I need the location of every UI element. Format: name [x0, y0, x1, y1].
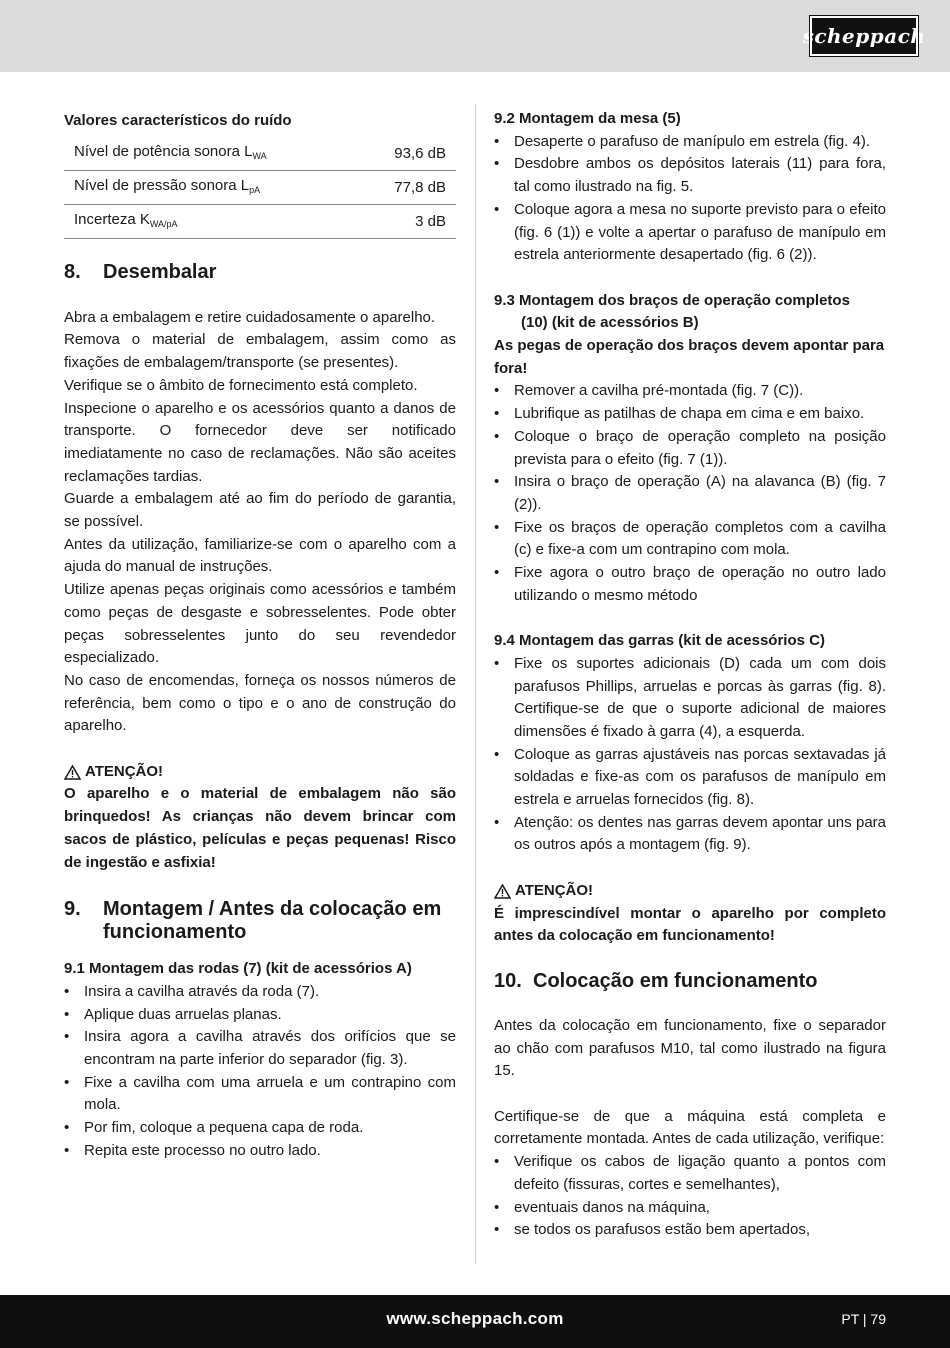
noise-label: Incerteza $K_{WA/pA}$ — [64, 204, 357, 238]
list-item: • Fixe a cavilha com uma arruela e um contrapino com mola. — [64, 1072, 456, 1117]
list-item: • Coloque agora a mesa no suporte previsto para o efeito (fig. 6 (1)) e volte a apertar o parafuso de manípulo em estrela anteriormente desapertado (fig. 6 (2)). — [494, 199, 886, 267]
paragraph: No caso de encomendas, forneça os nossos números de referência, bem como o tipo e o ano de construção do aparelho. — [64, 671, 456, 735]
list-item: • Verifique os cabos de ligação quanto a pontos com defeito (fissuras, cortes e semelhantes), — [494, 1151, 886, 1196]
page-number: PT | 79 — [841, 1311, 886, 1327]
list-item: • Atenção: os dentes nas garras devem apontar uns para os outros após a montagem (fig. 9). — [494, 812, 886, 857]
list-item: • Coloque o braço de operação completo na posição prevista para o efeito (fig. 7 (1)). — [494, 426, 886, 471]
list-item: • Fixe os braços de operação completos com a cavilha (c) e fixe-a com um contrapino com mola. — [494, 517, 886, 562]
subsection-9-3-note: As pegas de operação dos braços devem apontar para fora! — [494, 337, 885, 377]
list-item: • se todos os parafusos estão bem apertados, — [494, 1219, 886, 1242]
warning-text: O aparelho e o material de embalagem não são brinquedos! As crianças não devem brincar com sacos de plástico, películas e peças pequenas! Risco de ingestão e asfixia! — [64, 785, 456, 871]
noise-value: 93,6 dB — [357, 137, 456, 171]
warning-title: ATENÇÃO! — [64, 761, 456, 784]
section-10-list — [494, 1151, 886, 1242]
subsection-9-1-list — [64, 981, 456, 1163]
noise-value: 3 dB — [357, 204, 456, 238]
list-item: • Repita este processo no outro lado. — [64, 1140, 456, 1163]
list-item: • eventuais danos na máquina, — [494, 1197, 886, 1220]
list-item: • Remover a cavilha pré-montada (fig. 7 (C)). — [494, 380, 886, 403]
section-9-heading: 9. Montagem / Antes da colocação em funcionamento — [64, 898, 442, 944]
list-item: • Coloque as garras ajustáveis nas porcas sextavadas já soldadas e fixe-as com os parafusos de manípulo em estrela e arruelas fornecidos (fig. 8). — [494, 744, 886, 812]
table-row — [64, 170, 456, 204]
subsection-9-2-list — [494, 131, 886, 267]
subsection-9-2-title: 9.2 Montagem da mesa (5) — [494, 110, 681, 127]
list-item: • Lubrifique as patilhas de chapa em cima e em baixo. — [494, 403, 886, 426]
paragraph: Antes da colocação em funcionamento, fixe o separador ao chão com parafusos M10, tal como ilustrado na figura 15. — [494, 1016, 886, 1080]
paragraph: Antes da utilização, familiarize-se com o aparelho com a ajuda do manual de instruções. — [64, 535, 456, 576]
list-item: • Insira agora a cavilha através dos orifícios que se encontram na parte inferior do separador (fig. 3). — [64, 1026, 456, 1071]
subsection-9-3-title: 9.3 Montagem dos braços de operação completos (10) (kit de acessórios B) — [494, 291, 850, 332]
paragraph: Verifique se o âmbito de fornecimento está completo. — [64, 376, 418, 394]
subsection-9-1-title: 9.1 Montagem das rodas (7) (kit de acessórios A) — [64, 960, 412, 978]
noise-value: 77,8 dB — [357, 170, 456, 204]
paragraph: Utilize apenas peças originais como acessórios e também como peças de desgaste e sobresselentes. Pode obter peças sobresselentes junto do seu revendedor especializado. — [64, 581, 456, 667]
section-10-heading: 10. Colocação em funcionamento — [494, 969, 818, 992]
left-column — [64, 108, 456, 1163]
table-row — [64, 204, 456, 238]
list-item: • Fixe agora o outro braço de operação no outro lado utilizando o mesmo método — [494, 562, 886, 607]
scheppach-logo: scheppach — [810, 16, 918, 56]
noise-label: Nível de potência sonora $L_{WA}$ — [64, 137, 357, 171]
list-item: • Fixe os suportes adicionais (D) cada um com dois parafusos Phillips, arruelas e porcas às garras (fig. 8). Certifique-se de que o suporte adicional de maiores dimensões é fixado à garra (4), a esquerda. — [494, 653, 886, 744]
noise-title: Valores característicos do ruído — [64, 112, 292, 129]
paragraph: Guarde a embalagem até ao fim do período de garantia, se possível. — [64, 490, 456, 531]
list-item: • Insira a cavilha através da roda (7). — [64, 981, 456, 1004]
paragraph: Remova o material de embalagem, assim como as fixações de embalagem/transporte (se presentes). — [64, 331, 456, 372]
subsection-9-3-list — [494, 380, 886, 607]
subsection-9-4-list — [494, 653, 886, 857]
list-item: • Por fim, coloque a pequena capa de roda. — [64, 1117, 456, 1140]
warning-title: ATENÇÃO! — [494, 880, 886, 903]
table-row — [64, 137, 456, 171]
paragraph: Abra a embalagem e retire cuidadosamente o aparelho. — [64, 308, 436, 326]
section-8-body — [64, 307, 456, 738]
list-item: • Aplique duas arruelas planas. — [64, 1004, 456, 1027]
warning-icon — [494, 884, 511, 899]
warning-text: É imprescindível montar o aparelho por completo antes da colocação em funcionamento! — [494, 904, 886, 945]
footer-bar — [0, 1295, 950, 1348]
section-8-heading: 8. Desembalar — [64, 260, 217, 283]
noise-label: Nível de pressão sonora $L_{pA}$ — [64, 170, 357, 204]
warning-icon — [64, 765, 81, 780]
noise-table — [64, 137, 456, 239]
list-item: • Desaperte o parafuso de manípulo em estrela (fig. 4). — [494, 131, 886, 154]
column-divider — [475, 104, 476, 1264]
paragraph: Certifique-se de que a máquina está completa e corretamente montada. Antes de cada utilização, verifique: — [494, 1107, 886, 1148]
website-link[interactable]: www.scheppach.com — [386, 1309, 564, 1328]
right-column — [494, 108, 886, 1242]
header-bar — [0, 0, 950, 72]
list-item: • Desdobre ambos os depósitos laterais (11) para fora, tal como ilustrado na fig. 5. — [494, 153, 886, 198]
subsection-9-4-title: 9.4 Montagem das garras (kit de acessórios C) — [494, 632, 825, 650]
list-item: • Insira o braço de operação (A) na alavanca (B) (fig. 7 (2)). — [494, 471, 886, 516]
paragraph: Inspecione o aparelho e os acessórios quanto a danos de transporte. O fornecedor deve ser notificado imediatamente no caso de reclamações. Não são aceites reclamações tardias. — [64, 399, 456, 485]
